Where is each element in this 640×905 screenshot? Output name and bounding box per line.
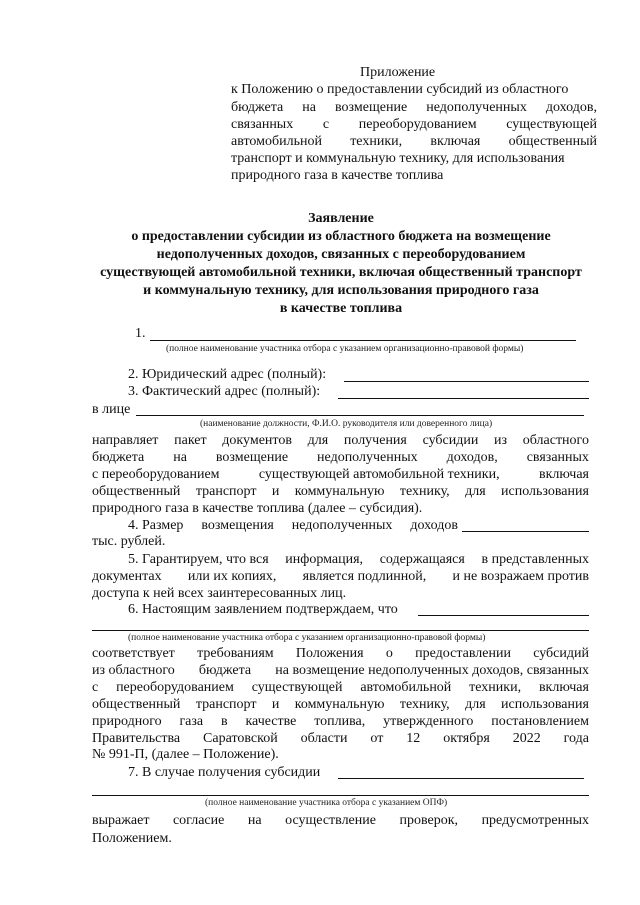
appendix-line-4: [231, 133, 597, 151]
word: субсидии: [422, 433, 479, 448]
appendix-title: Приложение: [360, 65, 436, 80]
word: направляет: [92, 433, 159, 448]
paragraph-2-line-4: [92, 696, 589, 714]
word: года: [563, 731, 589, 746]
appendix-line-6: природного газа в качестве топлива: [231, 168, 444, 183]
paragraph-1-line-2: [92, 449, 589, 467]
word: переоборудованием: [116, 680, 234, 695]
item-7-label: 7. В случае получения субсидии: [128, 765, 321, 780]
word: на: [173, 450, 187, 465]
word: использования: [501, 484, 589, 499]
item-1-number: 1.: [135, 326, 146, 341]
word: существующей: [506, 117, 597, 132]
word: транспорт и коммунальную технику, для использования: [231, 151, 565, 166]
word: утвержденного: [383, 714, 474, 729]
statement-subtitle-5: в качестве топлива: [279, 301, 403, 316]
word: на: [302, 100, 316, 115]
word: доходов,: [446, 450, 498, 465]
word: недополученных: [426, 100, 527, 115]
word: в представленных: [481, 552, 589, 567]
item-3-label: 3. Фактический адрес (полный):: [128, 384, 321, 399]
word: к Положению о предоставлении субсидий из областного: [231, 82, 569, 97]
word: транспорт: [195, 697, 257, 712]
paragraph-2-line-3: [92, 679, 589, 697]
word: информация,: [285, 552, 364, 567]
word: субсидий: [533, 646, 589, 661]
word: включая: [538, 680, 589, 695]
word: технику,: [399, 697, 450, 712]
item-6-caption: (полное наименование участника отбора с указанием организационно-правовой формы): [128, 633, 486, 643]
word: из: [494, 433, 508, 448]
statement-subtitle-2: недополученных доходов, связанных с переоборудованием: [156, 247, 526, 262]
item-5-line-1: [128, 551, 589, 569]
word: возмещение: [215, 450, 289, 465]
item-7-fill-line-1: [338, 778, 584, 779]
word: доходов,: [545, 100, 597, 115]
word: получения: [343, 433, 407, 448]
word: технику,: [399, 484, 450, 499]
word: Правительства: [92, 731, 181, 746]
statement-subtitle-4: и коммунальную технику, для использования природного газа: [143, 283, 539, 298]
word: и: [271, 697, 280, 712]
word: возмещение: [335, 100, 408, 115]
paragraph-3-line-2: Положением.: [92, 831, 172, 846]
word: пакет: [174, 433, 207, 448]
word: на: [247, 813, 262, 828]
item-7-caption: (полное наименование участника отбора с указанием ОПФ): [205, 798, 448, 808]
word: предоставлении: [415, 646, 511, 661]
word: связанных: [526, 450, 589, 465]
statement-subtitle-3: существующей автомобильной техники, включая общественный транспорт: [100, 265, 582, 280]
word: техники,: [350, 134, 403, 149]
item-2-fill-line: [344, 381, 589, 382]
paragraph-2-line-7: № 991-П, (далее – Положение).: [92, 747, 279, 762]
item-6-fill-line-2: [92, 630, 589, 631]
word: доходов: [410, 518, 458, 533]
statement-title: Заявление: [308, 211, 374, 226]
word: проверок,: [399, 813, 459, 828]
word: октября: [443, 731, 490, 746]
in-person-caption: (наименование должности, Ф.И.О. руководителя или доверенного лица): [200, 419, 493, 429]
word: существующей автомобильной техники,: [258, 467, 500, 482]
word: с: [92, 680, 99, 695]
word: постановлением: [491, 714, 589, 729]
word: для: [307, 433, 329, 448]
item-4-unit: тыс. рублей.: [92, 534, 166, 549]
appendix-line-2: [231, 99, 597, 117]
word: областного: [522, 433, 589, 448]
word: осуществление: [285, 813, 376, 828]
item-6-fill-line-1: [418, 615, 589, 616]
paragraph-2-line-2: [92, 662, 589, 680]
word: газа: [179, 714, 204, 729]
word: от: [370, 731, 384, 746]
word: недополученных: [291, 518, 393, 533]
word: с переоборудованием: [92, 467, 220, 482]
item-5-line-3: доступа к ней всех заинтересованных лиц.: [92, 586, 347, 601]
paragraph-1-line-5: природного газа в качестве топлива (далее – субсидия).: [92, 501, 423, 516]
word: использования: [501, 697, 589, 712]
word: на возмещение недополученных доходов, связанных: [275, 663, 589, 678]
word: документах: [92, 569, 162, 584]
word: коммунальную: [294, 484, 385, 499]
word: топлива,: [314, 714, 366, 729]
word: бюджета: [92, 450, 145, 465]
word: возмещения: [201, 518, 274, 533]
word: выражает: [92, 813, 150, 828]
word: соответствует: [92, 646, 175, 661]
word: документов: [222, 433, 292, 448]
word: общественный: [92, 697, 181, 712]
word: и: [271, 484, 280, 499]
word: 4. Размер: [128, 518, 184, 533]
word: для: [465, 484, 486, 499]
item-6-label: 6. Настоящим заявлением подтверждаем, что: [128, 602, 398, 617]
word: 12: [406, 731, 421, 746]
word: и не возражаем против: [452, 569, 589, 584]
word: техники,: [469, 680, 522, 695]
paragraph-3-line-1: [92, 812, 589, 830]
word: о: [385, 646, 393, 661]
word: требованиям: [197, 646, 274, 661]
word: 2022: [512, 731, 541, 746]
item-1-caption: (полное наименование участника отбора с указанием организационно-правовой формы): [166, 344, 524, 354]
word: из областного: [92, 663, 175, 678]
word: бюджета: [231, 100, 284, 115]
word: или их копиях,: [187, 569, 277, 584]
word: является подлинной,: [302, 569, 427, 584]
item-2-label: 2. Юридический адрес (полный):: [128, 367, 327, 382]
word: существующей: [251, 680, 343, 695]
item-7-fill-line-2: [92, 795, 589, 796]
word: коммунальную: [294, 697, 385, 712]
word: недополученных: [317, 450, 418, 465]
word: области: [300, 731, 348, 746]
word: автомобильной: [231, 134, 322, 149]
paragraph-2-line-1: [92, 645, 589, 663]
word: предусмотренных: [481, 813, 589, 828]
item-4-label: [128, 517, 458, 535]
item-4-fill-line: [462, 531, 589, 532]
word: в: [220, 714, 228, 729]
word: бюджета: [198, 663, 252, 678]
word: автомобильной: [360, 680, 452, 695]
word: содержащаяся: [379, 552, 465, 567]
word: с: [322, 117, 330, 132]
in-person-label: в лице: [92, 402, 131, 417]
statement-subtitle-1: о предоставлении субсидии из областного бюджета на возмещение: [131, 229, 551, 244]
word: природного: [92, 714, 162, 729]
item-3-fill-line: [338, 398, 589, 399]
word: согласие: [172, 813, 225, 828]
word: транспорт: [195, 484, 257, 499]
item-5-line-2: [92, 568, 589, 586]
item-1-fill-line: [150, 340, 576, 341]
word: качестве: [245, 714, 297, 729]
paragraph-1-line-1: [92, 432, 589, 450]
appendix-line-3: [231, 116, 597, 134]
word: включая: [430, 134, 481, 149]
paragraph-1-line-3: [92, 466, 589, 484]
appendix-line-5: [231, 150, 597, 168]
word: для: [465, 697, 486, 712]
word: общественный: [92, 484, 181, 499]
word: Саратовской: [203, 731, 278, 746]
word: 5. Гарантируем, что вся: [128, 552, 269, 567]
word: включая: [538, 467, 589, 482]
in-person-fill-line: [136, 415, 584, 416]
paragraph-1-line-4: [92, 483, 589, 501]
word: Положения: [295, 646, 364, 661]
word: связанных: [231, 117, 294, 132]
appendix-line-1: [231, 81, 597, 99]
word: переоборудованием: [358, 117, 477, 132]
word: общественный: [508, 134, 597, 149]
paragraph-2-line-5: [92, 713, 589, 731]
